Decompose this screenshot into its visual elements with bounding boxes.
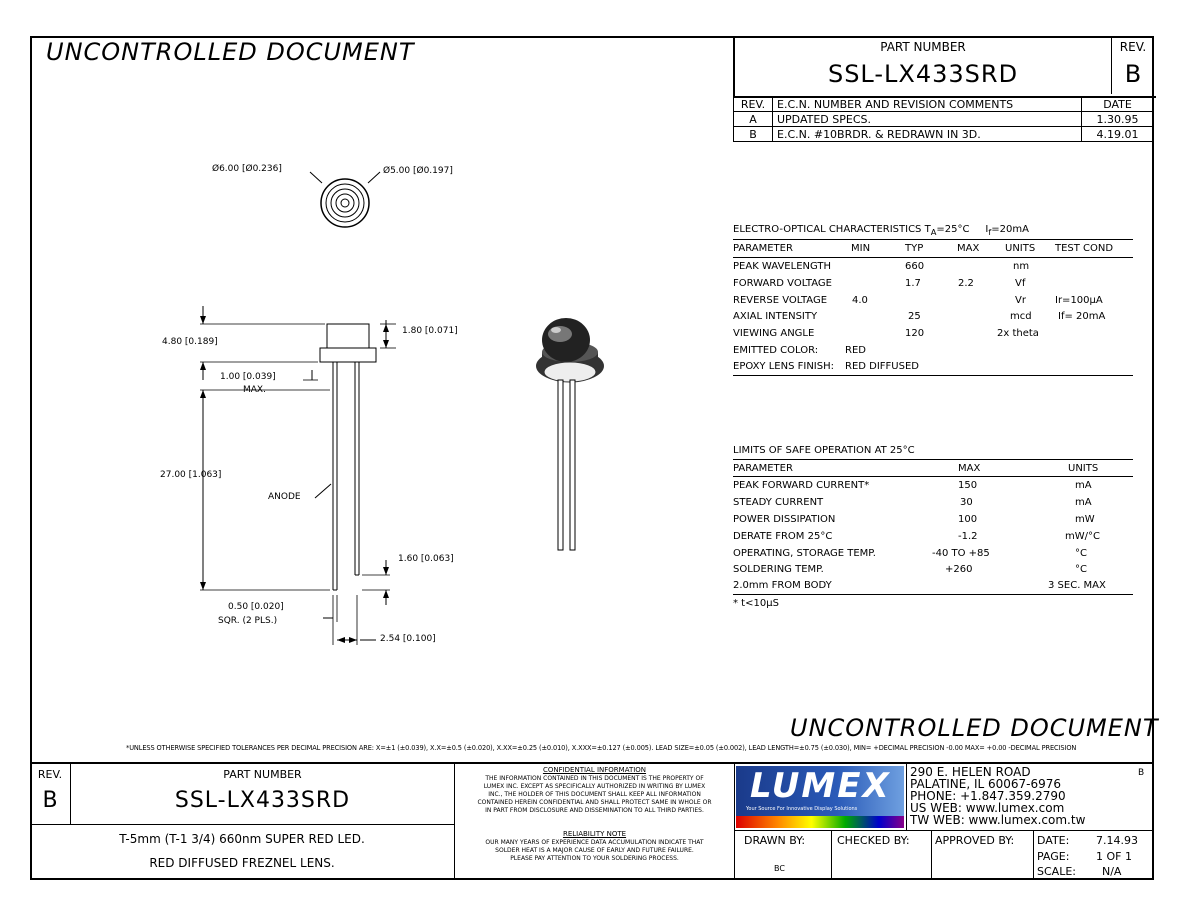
dim-top-inner: Ø5.00 [Ø0.197] — [383, 166, 453, 176]
address-rev: B — [1138, 768, 1145, 778]
dim-lead-diff: 1.60 [0.063] — [398, 554, 454, 564]
table-row: REV. E.C.N. NUMBER AND REVISION COMMENTS DATE — [734, 97, 1154, 112]
rev-value: B — [1124, 60, 1142, 88]
dim-flange: 1.80 [0.071] — [402, 326, 458, 336]
confidential-text: THE INFORMATION CONTAINED IN THIS DOCUMENT IS THE PROPERTY OF LUMEX INC. EXCEPT AS SPECIFICALLY AUTHORIZED IN WRITING BY LUMEX INC., THE HOLDER OF THIS DOCUMENT SHALL KEEP ALL INFORMATION CONTAINED HEREIN CONFIDENTIAL AND SHALL PROTECT SAME IN WHOLE OR IN PART FROM DISCLOSURE AND DISSEMINATION TO ALL THIRD PARTIES. — [477, 775, 712, 814]
lumex-logo: LUMEX Your Source For Innovative Display Solutions — [736, 766, 904, 828]
page-label: PAGE: — [1037, 850, 1070, 863]
tolerance-note: *UNLESS OTHERWISE SPECIFIED TOLERANCES PER DECIMAL PRECISION ARE: X=±1 (±0.039), X.X=±0.5 (±0.020), X.XX=±0.25 (±0.010), X.XXX=±0.127 (±0.005). LEAD SIZE=±0.05 (±0.002), LEAD LENGTH=±0.75 (±0.030), MIN= +DECIMAL PRECISION -0.00 MAX= +0.00 -DECIMAL PRECISION — [126, 744, 1077, 752]
drawn-by: BC — [774, 864, 785, 873]
watermark-top: UNCONTROLLED DOCUMENT — [46, 38, 415, 66]
part-number-label: PART NUMBER — [880, 40, 966, 54]
page-value: 1 OF 1 — [1096, 850, 1132, 863]
dim-lead-sq: 0.50 [0.020] — [228, 602, 284, 612]
led-flange — [320, 348, 376, 362]
approved-by-label: APPROVED BY: — [935, 834, 1015, 847]
watermark-bottom: UNCONTROLLED DOCUMENT — [790, 714, 1159, 742]
scale-label: SCALE: — [1037, 865, 1076, 878]
anode-label: ANODE — [268, 492, 301, 502]
led-drawing — [0, 0, 720, 720]
led-body — [327, 324, 369, 348]
dim-standoff: 1.00 [0.039] — [220, 372, 276, 382]
top-view-inner-circle — [326, 184, 364, 222]
checked-by-label: CHECKED BY: — [837, 834, 910, 847]
rev-label: REV. — [1119, 40, 1147, 54]
table-row: B E.C.N. #10BRDR. & REDRAWN IN 3D. 4.19.01 — [734, 127, 1154, 142]
reliability-title: RELIABILITY NOTE — [562, 830, 627, 838]
confidential-title: CONFIDENTIAL INFORMATION — [542, 766, 647, 774]
drawn-by-label: DRAWN BY: — [744, 834, 806, 847]
tb-part-number: SSL-LX433SRD — [174, 788, 351, 813]
tb-rev-label: REV. — [37, 768, 63, 781]
top-view-ring — [336, 194, 354, 212]
part-number: SSL-LX433SRD — [827, 60, 1019, 88]
dim-top-outer: Ø6.00 [Ø0.236] — [212, 164, 282, 174]
title-block — [30, 762, 1154, 880]
dim-pitch: 2.54 [0.100] — [380, 634, 436, 644]
top-view-ring — [341, 199, 349, 207]
revision-table — [733, 96, 1154, 142]
tb-desc-2: RED DIFFUSED FREZNEL LENS. — [149, 856, 335, 870]
tb-part-number-label: PART NUMBER — [223, 768, 302, 781]
tb-desc-1: T-5mm (T-1 3/4) 660nm SUPER RED LED. — [119, 832, 365, 846]
date-value: 7.14.93 — [1096, 834, 1138, 847]
tb-rev: B — [42, 788, 58, 813]
dim-standoff-max: MAX. — [243, 385, 266, 395]
eo-title: ELECTRO-OPTICAL CHARACTERISTICS $T_A=25^\circ C$ $I_f=20mA$ — [733, 224, 1029, 237]
led-3d-view — [536, 318, 604, 550]
dim-lead-sq2: SQR. (2 PLS.) — [218, 616, 278, 626]
dim-height: 4.80 [0.189] — [162, 337, 218, 347]
company-address: 290 E. HELEN ROAD PALATINE, IL 60067-6976 PHONE: +1.847.359.2790 US WEB: www.lumex.com TW WEB: www.lumex.com.tw — [910, 765, 1086, 827]
table-row: A UPDATED SPECS. 1.30.95 — [734, 112, 1154, 127]
dim-lead-length: 27.00 [1.063] — [160, 470, 222, 480]
date-label: DATE: — [1037, 834, 1070, 847]
part-number-block — [733, 36, 1156, 98]
reliability-text: OUR MANY YEARS OF EXPERIENCE DATA ACCUMULATION INDICATE THAT SOLDER HEAT IS A MAJOR CAUSE OF EARLY AND FUTURE FAILURE. PLEASE PAY ATTENTION TO YOUR SOLDERING PROCESS. — [485, 839, 704, 862]
scale-value: N/A — [1102, 865, 1122, 878]
top-view-ring — [331, 189, 359, 217]
top-view-outer-circle — [321, 179, 369, 227]
